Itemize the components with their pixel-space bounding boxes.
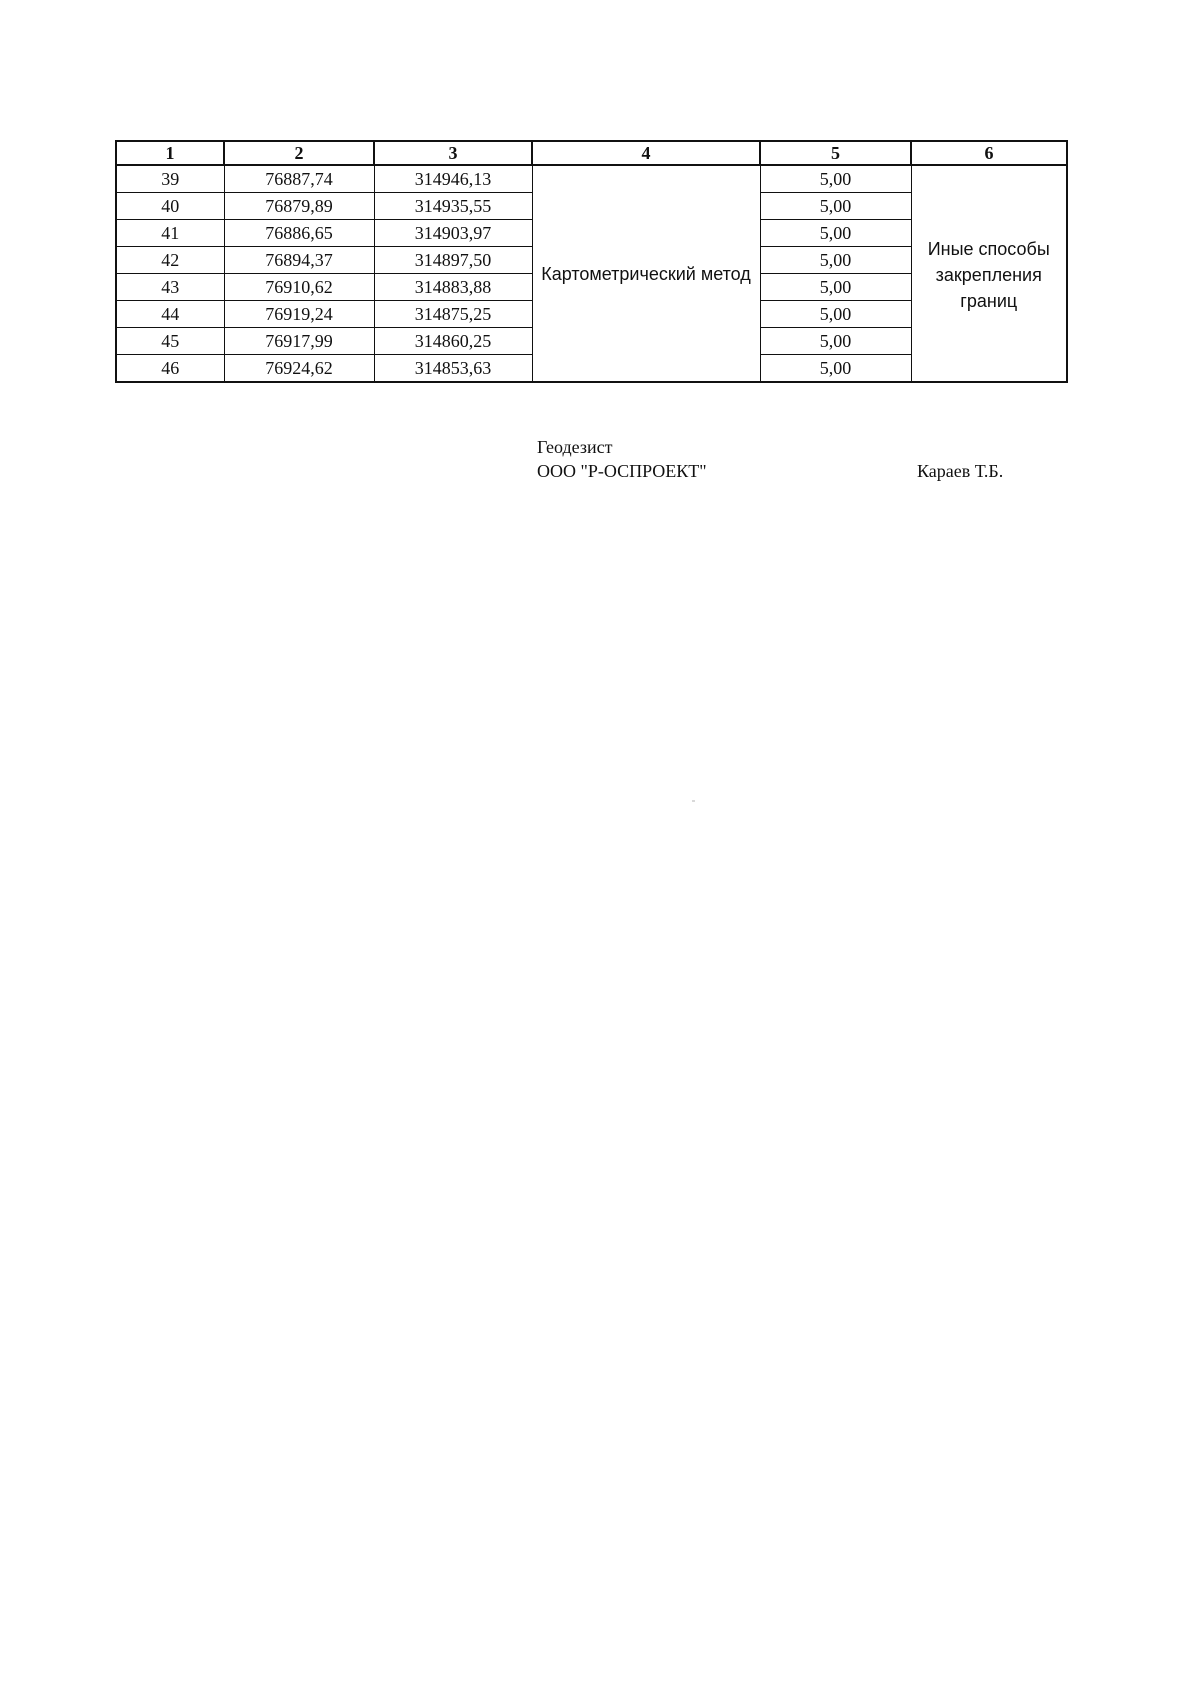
accuracy-cell: 5,00 [760, 355, 911, 383]
fixing-method-cell [911, 165, 1067, 382]
y-coordinate-cell: 314903,97 [374, 220, 532, 247]
y-coordinate-cell: 314935,55 [374, 193, 532, 220]
signer-position: Геодезист [537, 437, 613, 457]
signer-organization: ООО "Р-ОСПРОЕКТ" [537, 461, 707, 481]
signature-block [537, 435, 707, 483]
x-coordinate-cell: 76910,62 [224, 274, 374, 301]
header-cell: 3 [374, 141, 532, 165]
x-coordinate-cell: 76917,99 [224, 328, 374, 355]
accuracy-cell: 5,00 [760, 193, 911, 220]
header-cell: 6 [911, 141, 1067, 165]
fixing-method-line: границ [960, 291, 1018, 311]
method-cell: Картометрический метод [532, 165, 760, 382]
header-cell: 2 [224, 141, 374, 165]
fixing-method-line: Иные способы [927, 239, 1050, 259]
fixing-method-line: закрепления [935, 265, 1042, 285]
accuracy-cell: 5,00 [760, 274, 911, 301]
y-coordinate-cell: 314875,25 [374, 301, 532, 328]
x-coordinate-cell: 76894,37 [224, 247, 374, 274]
accuracy-cell: 5,00 [760, 301, 911, 328]
y-coordinate-cell: 314853,63 [374, 355, 532, 383]
table-row [116, 165, 1067, 193]
table-header-row [116, 141, 1067, 165]
coordinates-table [115, 140, 1068, 383]
point-number-cell: 39 [116, 165, 224, 193]
y-coordinate-cell: 314897,50 [374, 247, 532, 274]
accuracy-cell: 5,00 [760, 247, 911, 274]
point-number-cell: 40 [116, 193, 224, 220]
point-number-cell: 45 [116, 328, 224, 355]
y-coordinate-cell: 314883,88 [374, 274, 532, 301]
y-coordinate-cell: 314946,13 [374, 165, 532, 193]
point-number-cell: 43 [116, 274, 224, 301]
point-number-cell: 41 [116, 220, 224, 247]
header-cell: 5 [760, 141, 911, 165]
x-coordinate-cell: 76924,62 [224, 355, 374, 383]
x-coordinate-cell: 76886,65 [224, 220, 374, 247]
header-cell: 4 [532, 141, 760, 165]
point-number-cell: 44 [116, 301, 224, 328]
y-coordinate-cell: 314860,25 [374, 328, 532, 355]
signer-name: Караев Т.Б. [917, 461, 1004, 481]
point-number-cell: 42 [116, 247, 224, 274]
x-coordinate-cell: 76919,24 [224, 301, 374, 328]
x-coordinate-cell: 76879,89 [224, 193, 374, 220]
header-cell: 1 [116, 141, 224, 165]
point-number-cell: 46 [116, 355, 224, 383]
scan-speck [692, 800, 695, 802]
x-coordinate-cell: 76887,74 [224, 165, 374, 193]
accuracy-cell: 5,00 [760, 328, 911, 355]
accuracy-cell: 5,00 [760, 220, 911, 247]
accuracy-cell: 5,00 [760, 165, 911, 193]
